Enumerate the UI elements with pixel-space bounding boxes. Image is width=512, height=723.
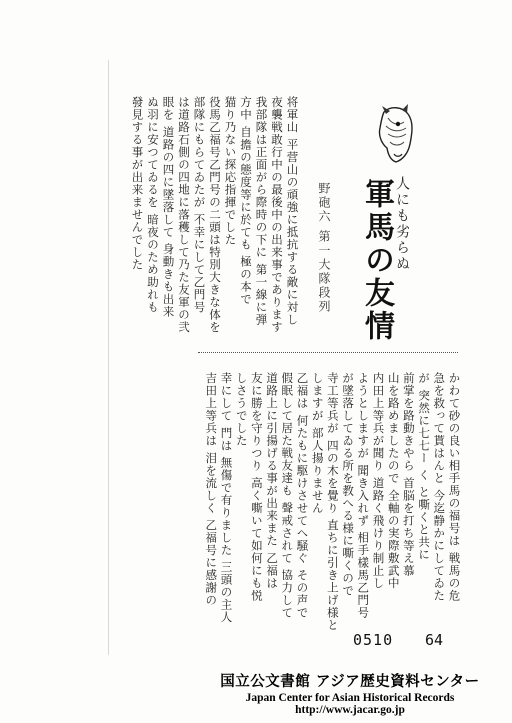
text-column: 急を救って貰はんと 今迄静かにしてゐた bbox=[432, 372, 447, 602]
text-column: 乙福は 何たもに駆けさせてへ騒ぐ その声で bbox=[295, 372, 310, 619]
text-column: ぬ羽に安つてゐるを 暗夜のため助れも bbox=[146, 96, 160, 314]
text-column: 猫り乃ない探応指揮でした bbox=[223, 96, 238, 246]
text-column: が墜落してゐる所を教へる様に嘶くので bbox=[341, 372, 356, 597]
text-column: 發見する事が出来ませんでした bbox=[130, 96, 145, 271]
text-column: 道路上に引揚げる事が出来また 乙福は bbox=[265, 372, 280, 590]
article-subtitle: 人にも劣らぬ bbox=[394, 176, 410, 272]
archive-url[interactable]: http://www.jacar.go.jp bbox=[295, 704, 405, 716]
text-column: 前掌を路動きやら 首脳を打ち等え慕 bbox=[401, 372, 416, 577]
text-column: 幸にして 門は 無傷で有りました 三頭の主人 bbox=[219, 372, 234, 624]
article-title: 軍馬の友情 bbox=[359, 178, 394, 343]
text-column: 友に勝を守りつり 高く嘶いて如何にも悦 bbox=[249, 372, 264, 602]
text-column: が 突然に七七ー く と嘶くと共に bbox=[417, 372, 432, 561]
document-number: 0510 bbox=[353, 631, 394, 649]
section-divider bbox=[198, 352, 458, 353]
text-column: 山を路めましたので 全軸の実際敷武中 bbox=[386, 372, 401, 590]
archive-name-ja: 国立公文書館 アジア歴史資料センター bbox=[220, 674, 480, 690]
horse-head-illustration bbox=[372, 104, 418, 164]
archive-footer bbox=[190, 670, 510, 716]
text-column: 将軍山 平营山の頑強に抵抗する敵に対し bbox=[285, 96, 300, 326]
text-column: 内田上等兵が聞り 道路く飛けり制止し bbox=[371, 372, 386, 590]
text-column: 方中 自擔の態度等に於ても 極の本で bbox=[239, 96, 253, 306]
text-column: 夜襲戦敢行中の最後中の出来事であります bbox=[270, 96, 284, 334]
text-column: しさうでした bbox=[234, 372, 249, 447]
text-column: かわて砂の良い相手馬の福号は 戦馬の危 bbox=[447, 372, 462, 602]
archive-name-en: Japan Center for Asian Historical Records bbox=[245, 692, 455, 704]
text-column: 我部隊は正面がら際時の下に 第一線に弾 bbox=[254, 96, 269, 326]
text-column: は道路石側の四地に落穫して乃た友軍の弐 bbox=[177, 96, 191, 334]
text-column: 吉田上等兵は 泪を流しく 乙福号に感謝の bbox=[204, 372, 219, 607]
text-column: 役馬乙福号乙門号の二頭は特別大きな体を bbox=[208, 96, 222, 334]
text-column: 部隊にもらてゐたが 不幸にして乙門号 bbox=[192, 96, 207, 314]
text-column: しますが 部人揚りません bbox=[310, 372, 325, 515]
page-number: 64 bbox=[425, 631, 444, 649]
text-column: 假眠して居た戦友達も 聲戒されて 協力して bbox=[280, 372, 295, 619]
text-column: 寺工等兵が 四の木を覺り 直ちに引き上げ様と bbox=[325, 372, 340, 632]
article-author: 野砲六 第一大隊段列 bbox=[317, 182, 331, 314]
text-column: 眼を 道路の四に墜落して 身動きも出来 bbox=[161, 96, 176, 318]
text-column: ようとしますが 聞き入れず 相手樣馬乙門号 bbox=[356, 372, 371, 619]
